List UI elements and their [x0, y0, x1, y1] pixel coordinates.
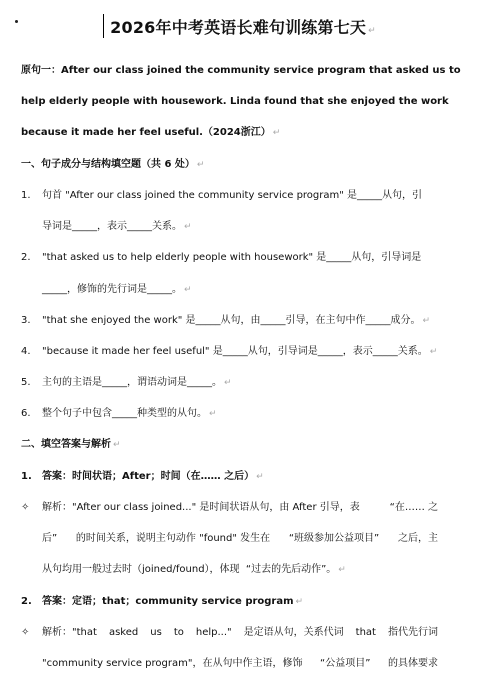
- explanation-2-line-2: "community service program"，在从句中作主语，修饰 “公益项目” 的具体要求: [42, 658, 438, 669]
- page-title: 2026年中考英语长难句训练第七天 ↵: [110, 18, 376, 37]
- question-1-line-1: 句首 "After our class joined the community service program" 是_____从句，引: [42, 190, 423, 201]
- paragraph-mark: ↵: [184, 222, 192, 232]
- question-5-line-1: 主句的主语是_____，谓语动词是_____。 ↵: [42, 377, 232, 388]
- paragraph-mark: ↵: [338, 565, 346, 575]
- original-sentence-line-2: help elderly people with housework. Linda found that she enjoyed the work: [21, 96, 449, 107]
- paragraph-mark: ↵: [422, 316, 431, 326]
- explanation-1-line-3: 从句均用一般过去时（joined/found），体现 “过去的先后动作”。 ↵: [42, 564, 346, 575]
- paragraph-mark: ↵: [224, 378, 232, 388]
- explanation-1-line-2: 后” 的时间关系，说明主句动作 "found" 发生在 “班级参加公益项目” 之后，主: [42, 533, 438, 544]
- paragraph-mark: ↵: [196, 160, 205, 170]
- question-3-line-1: "that she enjoyed the work" 是_____从句，由_____引导，在主句中作_____成分。 ↵: [42, 315, 431, 326]
- section-heading-answers: 二、填空答案与解析 ↵: [21, 439, 121, 450]
- explanation-2-line-1: 解析："that asked us to help..." 是定语从句，关系代词 that 指代先行词: [42, 627, 438, 638]
- paragraph-mark: ↵: [368, 26, 376, 36]
- paragraph-mark: ↵: [113, 440, 121, 450]
- question-2-line-1: "that asked us to help elderly people with housework" 是_____从句，引导词是: [42, 252, 422, 263]
- question-6-line-1: 整个句子中包含_____种类型的从句。 ↵: [42, 408, 217, 419]
- paragraph-mark: ↵: [184, 285, 192, 295]
- paragraph-mark: ↵: [295, 597, 304, 607]
- paragraph-mark: ↵: [256, 472, 264, 482]
- paragraph-mark: ↵: [272, 128, 281, 138]
- original-sentence-line-1: 原句一：After our class joined the community service program that asked us to: [21, 65, 461, 76]
- diamond-bullet-icon: ✧: [21, 502, 30, 513]
- answer-number: 2.: [21, 596, 32, 607]
- diamond-bullet-icon: ✧: [21, 627, 30, 638]
- question-number: 1.: [21, 190, 31, 201]
- explanation-1-line-1: 解析："After our class joined..." 是时间状语从句，由 After 引导，表 “在…… 之: [42, 502, 438, 513]
- question-number: 3.: [21, 315, 31, 326]
- question-4-line-1: "because it made her feel useful" 是_____从句，引导词是_____，表示_____关系。 ↵: [42, 346, 438, 357]
- paragraph-mark: ↵: [209, 409, 217, 419]
- section-heading-structure: 一、句子成分与结构填空题（共 6 处） ↵: [21, 159, 205, 170]
- answer-1: 答案：时间状语；After；时间（在…… 之后） ↵: [42, 471, 264, 482]
- question-number: 6.: [21, 408, 31, 419]
- paragraph-mark: ↵: [429, 347, 438, 357]
- question-1-line-2: 导词是_____，表示_____关系。 ↵: [42, 221, 192, 232]
- question-2-line-2: _____，修饰的先行词是_____。 ↵: [42, 284, 192, 295]
- question-number: 2.: [21, 252, 31, 263]
- original-sentence-line-3: because it made her feel useful.（2024浙江） ↵: [21, 127, 281, 138]
- question-number: 5.: [21, 377, 31, 388]
- answer-2: 答案：定语；that；community service program ↵: [42, 596, 304, 607]
- question-number: 4.: [21, 346, 31, 357]
- answer-number: 1.: [21, 471, 32, 482]
